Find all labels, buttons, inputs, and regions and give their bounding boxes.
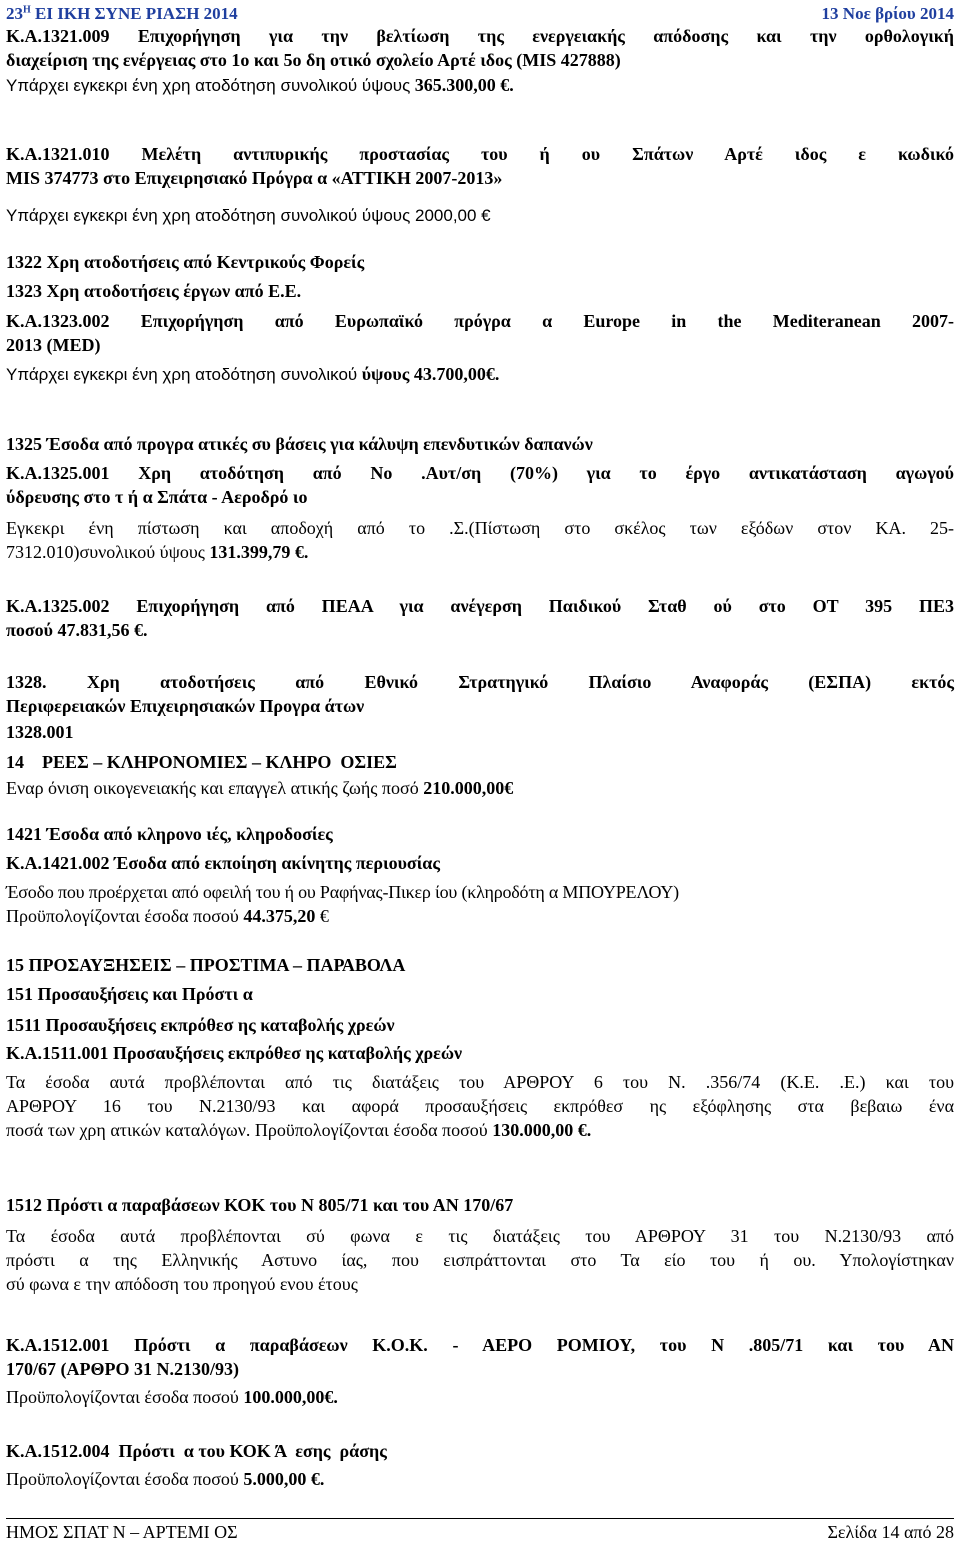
category-1512-description-line3: σύ φωνα ε την απόδοση του προηγού ενου έτους (6, 1274, 358, 1294)
ka1325-001-description-line2: 7312.010)συνολικού ύψους 131.399,79 €. (6, 542, 309, 562)
ka1321-009-title-line2: διαχείριση της ενέργειας στο 1ο και 5ο δη οτικό σχολείο Αρτέ ιδος (MIS 427888) (6, 50, 621, 70)
ka1323-002-title-line2: 2013 (MED) (6, 335, 101, 355)
ka1511-001-description-line1: Τα έσοδα αυτά προβλέπονται από τις διατάξεις του ΑΡΘΡΟΥ 6 του Ν. .356/74 (Κ.Ε. .Ε.) και του (6, 1072, 954, 1092)
ka1512-001-description: Προϋπολογίζονται έσοδα ποσού 100.000,00€. (6, 1387, 338, 1407)
category-1328-heading-line1: 1328. Χρη ατοδοτήσεις από Εθνικό Στρατηγικό Πλαίσιο Αναφοράς (ΕΣΠΑ) εκτός (6, 672, 954, 692)
header-date: 13 Νοε βρίου 2014 (821, 4, 954, 23)
ka1321-009-title-line1: Κ.Α.1321.009 Επιχορήγηση για την βελτίωση της ενεργειακής απόδοσης και την ορθολογική (6, 26, 954, 46)
ka1511-001-description-line3: ποσά των χρη ατικών καταλόγων. Προϋπολογίζονται έσοδα ποσού 130.000,00 €. (6, 1120, 592, 1140)
ka1511-001-description-line2: ΑΡΘΡΟΥ 16 του Ν.2130/93 και αφορά προσαυξήσεις εκπρόθεσ ης εξόφλησης στα βεβαιω ένα (6, 1096, 954, 1116)
ka1321-010-description: Υπάρχει εγκεκρι ένη χρη ατοδότηση συνολικού ύψους 2000,00 € (6, 206, 491, 225)
ka1511-001-title: Κ.Α.1511.001 Προσαυξήσεις εκπρόθεσ ης καταβολής χρεών (6, 1043, 463, 1063)
ka1512-001-title-line1: Κ.Α.1512.001 Πρόστι α παραβάσεων Κ.Ο.Κ. - ΑΕΡΟ ΡΟΜΙΟΥ, του Ν .805/71 και του ΑΝ (6, 1335, 954, 1355)
footer-divider (6, 1518, 954, 1519)
ka1323-002-title-line1: Κ.Α.1323.002 Επιχορήγηση από Ευρωπαϊκό πρόγρα α Europe in the Mediteranean 2007- (6, 311, 954, 331)
footer-page-number: Σελίδα 14 από 28 (827, 1522, 954, 1542)
header-meeting-title: $23^H$ ΕΙ ΙΚΗ ΣΥΝΕ ΡΙΑΣΗ 2014 (6, 4, 238, 23)
ka1421-002-title: Κ.Α.1421.002 Έσοδα από εκποίηση ακίνητης περιουσίας (6, 853, 440, 873)
category-15-heading: 15 ΠΡΟΣΑΥΞΗΣΕΙΣ – ΠΡΟΣΤΙΜΑ – ΠΑΡΑΒΟΛΑ (6, 955, 406, 975)
category-1328-heading-line2: Περιφερειακών Επιχειρησιακών Προγρα άτων (6, 696, 365, 716)
category-1512-description-line2: πρόστι α της Ελληνικής Αστυνο ίας, που εισπράττονται στο Τα είο του ή ου. Υπολογίστηκαν (6, 1250, 954, 1270)
ka1512-004-title: Κ.Α.1512.004 Πρόστι α του ΚΟΚ Ά εσης ράσης (6, 1441, 387, 1461)
ka1325-001-description-line1: Εγκεκρι ένη πίστωση και αποδοχή από το .Σ.(Πίστωση στο σκέλος των εξόδων στον ΚΑ. 25- (6, 518, 954, 538)
ka1321-010-title-line2: MIS 374773 στο Επιχειρησιακό Πρόγρα α «ΑΤΤΙΚΗ 2007-2013» (6, 168, 503, 188)
ka1325-001-title-line1: Κ.Α.1325.001 Χρη ατοδότηση από Νο .Αυτ/ση (70%) για το έργο αντικατάσταση αγωγού (6, 463, 954, 483)
footer-municipality: ΗΜΟΣ ΣΠΑΤ Ν – ΑΡΤΕΜΙ ΟΣ (6, 1522, 238, 1542)
category-1512-heading: 1512 Πρόστι α παραβάσεων ΚΟΚ του Ν 805/71 και του ΑΝ 170/67 (6, 1195, 514, 1215)
category-1325-heading: 1325 Έσοδα από προγρα ατικές συ βάσεις για κάλυψη επενδυτικών δαπανών (6, 434, 593, 454)
ka1512-004-description: Προϋπολογίζονται έσοδα ποσού 5.000,00 €. (6, 1469, 325, 1489)
category-1511-heading: 1511 Προσαυξήσεις εκπρόθεσ ης καταβολής χρεών (6, 1015, 395, 1035)
ka1321-010-title-line1: Κ.Α.1321.010 Μελέτη αντιπυρικής προστασίας του ή ου Σπάτων Αρτέ ιδος ε κωδικό (6, 144, 954, 164)
category-1328-001-code: 1328.001 (6, 722, 74, 742)
page-header (6, 2, 954, 24)
ka1325-002-title-line2: ποσού 47.831,56 €. (6, 620, 148, 640)
ka1512-001-title-line2: 170/67 (ΑΡΘΡΟ 31 Ν.2130/93) (6, 1359, 239, 1379)
category-1323-heading: 1323 Χρη ατοδοτήσεις έργων από Ε.Ε. (6, 281, 302, 301)
category-14-heading: 14 ΡΕΕΣ – ΚΛΗΡΟΝΟΜΙΕΣ – ΚΛΗΡΟ ΟΣΙΕΣ (6, 752, 397, 772)
ka1325-002-title-line1: Κ.Α.1325.002 Επιχορήγηση από ΠΕΑΑ για ανέγερση Παιδικού Σταθ ού στο ΟΤ 395 ΠΕ3 (6, 596, 954, 616)
category-14-description: Εναρ όνιση οικογενειακής και επαγγελ ατικής ζωής ποσό 210.000,00€ (6, 778, 514, 798)
category-1421-heading: 1421 Έσοδα από κληρονο ιές, κληροδοσίες (6, 824, 333, 844)
category-151-heading: 151 Προσαυξήσεις και Πρόστι α (6, 984, 253, 1004)
ka1421-002-description-line1: Έσοδο που προέρχεται από οφειλή του ή ου Ραφήνας-Πικερ ίου (κληροδότη α ΜΠΟΥΡΕΛΟΥ) (6, 882, 679, 902)
category-1512-description-line1: Τα έσοδα αυτά προβλέπονται σύ φωνα ε τις διατάξεις του ΑΡΘΡΟΥ 31 του Ν.2130/93 από (6, 1226, 954, 1246)
ka1323-002-description: Υπάρχει εγκεκρι ένη χρη ατοδότηση συνολικού ύψους 43.700,00€. (6, 364, 500, 384)
ka1321-009-description: Υπάρχει εγκεκρι ένη χρη ατοδότηση συνολικού ύψους 365.300,00 €. (6, 75, 514, 95)
ka1421-002-description-line2: Προϋπολογίζονται έσοδα ποσού 44.375,20 € (6, 906, 329, 926)
category-1322-heading: 1322 Χρη ατοδοτήσεις από Κεντρικούς Φορείς (6, 252, 365, 272)
ka1325-001-title-line2: ύδρευσης στο τ ή α Σπάτα - Αεροδρό ιο (6, 487, 308, 507)
